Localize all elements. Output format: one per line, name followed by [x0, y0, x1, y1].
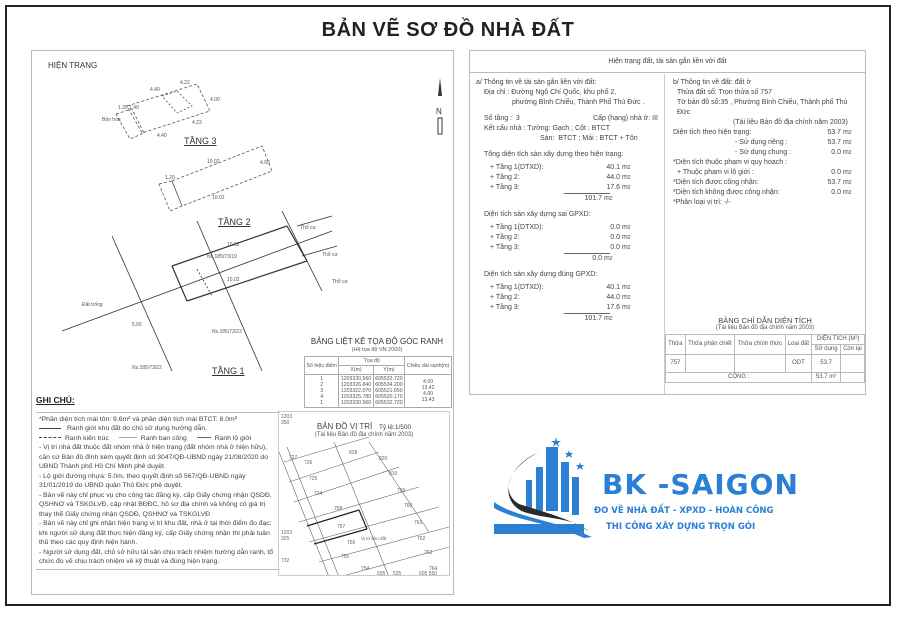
- header-x: X(m): [339, 366, 373, 375]
- svg-text:761: 761: [414, 520, 423, 526]
- y-value: 605532.720: [375, 400, 403, 406]
- land-row-label: - Sử dụng riêng :: [735, 139, 788, 146]
- row-label: + Tầng 1(DTXD):: [490, 164, 544, 171]
- x-value: 1203322.070: [340, 388, 372, 394]
- total-value: 101.7: [584, 315, 602, 322]
- svg-text:760: 760: [404, 503, 413, 509]
- svg-text:5.05: 5.05: [132, 322, 142, 328]
- header-length: Chiều dài cạnh(m): [405, 357, 452, 375]
- row-label: + Tầng 2:: [490, 174, 520, 181]
- row-label: + Tầng 1(DTXD):: [490, 284, 544, 291]
- coordinate-table: [304, 356, 452, 408]
- structure-label: Kết cấu nhà :: [484, 125, 526, 132]
- y-value: 605521.650: [375, 388, 403, 394]
- land-source: (Tài liệu Bản đồ địa chính năm 2003): [733, 119, 848, 126]
- table-row: [666, 355, 865, 373]
- cell-con-lai: [840, 355, 864, 373]
- row-value: 40.1: [606, 164, 620, 171]
- document-title: BẢN VẼ SƠ ĐỒ NHÀ ĐẤT: [321, 19, 575, 41]
- svg-text:727: 727: [289, 455, 298, 461]
- address-label: Địa chỉ :: [484, 89, 510, 96]
- note-item: - Bản vẽ này chỉ ghi nhận hiện trạng vị trí khu đất, nhà ở tại thời điểm đo đạc; khi người sử dụng đất thực hiện đăng ký, cấp Giấy chứng nhận thì phải tuân thủ theo các quy định hiện hành.: [39, 520, 272, 546]
- floor-2-label: TẦNG 2: [218, 217, 251, 227]
- total-row: [666, 373, 865, 383]
- svg-text:Ns.185/73/19: Ns.185/73/19: [207, 254, 237, 260]
- area-table: [665, 334, 865, 383]
- land-row-label: *Diện tích thuộc phạm vi quy hoạch :: [673, 159, 788, 166]
- svg-text:726: 726: [304, 460, 313, 466]
- area-row: + Tầng 2: 44.0 m 2: [490, 174, 631, 181]
- logo-tagline-1: ĐO VẼ NHÀ ĐẤT - XPXD - HOÀN CÔNG: [594, 506, 774, 516]
- floor-roof-row: [476, 134, 658, 144]
- svg-text:Thổ cư: Thổ cư: [332, 279, 348, 285]
- area-row: + Tầng 2: 0.0 m 2: [490, 234, 631, 241]
- svg-text:754: 754: [361, 566, 370, 572]
- svg-text:763: 763: [424, 550, 433, 556]
- svg-text:Đất trống: Đất trống: [82, 302, 103, 308]
- x-value: 1203330.560: [340, 376, 372, 382]
- note-item: - Bản vẽ này chỉ phục vụ cho công tác đăng ký, cấp Giấy chứng nhận QSDĐ, QSHNƠ và TSKGLVĐ, cập nhật BĐĐC, hồ sơ địa chính và không có giá trị thay thế Giấy chứng nhận QSDĐ, QSHNƠ và TSKGLVĐ: [39, 491, 272, 518]
- svg-text:10.02: 10.02: [227, 277, 240, 283]
- length-value: 4.00: [423, 391, 434, 397]
- cell-su-dung: 53.7: [812, 355, 841, 373]
- area-table-subtitle: (Tài liệu Bản đồ địa chính năm 2003): [715, 325, 815, 331]
- area-row: + Tầng 1(DTXD): 40.1 m 2: [490, 164, 631, 171]
- svg-text:525: 525: [393, 571, 402, 577]
- header-con-lai: Còn lại: [840, 345, 864, 355]
- land-row-label: *Diện tích được công nhận:: [673, 179, 759, 186]
- svg-text:4.40: 4.40: [150, 87, 160, 93]
- location-map: [278, 411, 450, 576]
- section-title: Diện tích sàn xây dựng đúng GPXD:: [484, 271, 598, 278]
- land-row: [673, 158, 857, 168]
- svg-text:10.02: 10.02: [207, 159, 220, 165]
- svg-text:4.40: 4.40: [157, 133, 167, 139]
- legend-arch-text: Ranh kiến trúc: [65, 434, 109, 442]
- address-row: [476, 88, 658, 98]
- header-coords: Tọa độ: [339, 357, 405, 366]
- svg-text:828: 828: [349, 450, 358, 456]
- row-value: 0.0: [610, 224, 620, 231]
- land-row: Diện tích theo hiện trạng: 53.7 m 2: [673, 129, 852, 136]
- area-row: + Tầng 3: 17.6 m 2: [490, 304, 631, 311]
- legend-road-text: Ranh lộ giới: [214, 434, 252, 442]
- status-panel: [469, 50, 866, 395]
- note-item: - Lộ giới đường nhựa: 5.0m, theo quyết định số 567/QĐ-UBND ngày 31/01/2019 do UBND quận Thủ Đức phê duyệt.: [39, 472, 246, 489]
- area-row: + Tầng 1(DTXD): 40.1 m 2: [490, 284, 631, 291]
- legend-balcony-text: Ranh ban công: [140, 434, 187, 442]
- point: 2: [320, 382, 324, 388]
- notes-section: [36, 396, 280, 570]
- svg-text:724: 724: [314, 491, 323, 497]
- notes-box: [36, 412, 280, 570]
- svg-text:755: 755: [341, 554, 350, 560]
- row-label: + Tầng 3:: [490, 244, 520, 251]
- x-value: 1203326.840: [340, 382, 372, 388]
- row-value: 44.0: [606, 174, 620, 181]
- svg-text:732: 732: [281, 558, 290, 564]
- location-map-subtitle: (Tài liệu Bản đồ địa chính năm 2003): [314, 432, 414, 438]
- column-label: ; Cột :: [571, 125, 590, 132]
- row-value: 17.6: [606, 184, 620, 191]
- total-value: 101.7: [584, 195, 602, 202]
- floors-row: [476, 114, 658, 124]
- location-map-drawing: [279, 412, 450, 576]
- point: 4: [320, 394, 324, 400]
- svg-text:757: 757: [337, 524, 346, 530]
- svg-text:4.00: 4.00: [210, 97, 220, 103]
- map-title-text: BẢN ĐỒ VỊ TRÍ: [316, 422, 373, 431]
- note-item: - Người sử dụng đất, chủ sở hữu tài sản chịu trách nhiệm hướng dẫn ranh, tổ chức đo vẽ chịu trách nhiệm về kỹ thuật và đúng hiện trạng.: [39, 548, 274, 565]
- logo-tagline-2: THI CÔNG XÂY DỰNG TRỌN GÓI: [606, 522, 756, 532]
- svg-text:1.20 1.40: 1.20 1.40: [118, 105, 139, 111]
- header-thua: Thửa: [666, 335, 686, 355]
- asset-info-heading: a/ Thông tin về tài sản gắn liền với đất:: [476, 79, 597, 86]
- area-row: + Tầng 2: 44.0 m 2: [490, 294, 631, 301]
- svg-text:605: 605: [377, 571, 386, 577]
- y-value: 605534.200: [375, 382, 403, 388]
- section-title: Tổng diện tích sàn xây dựng theo hiện trạng:: [484, 151, 624, 158]
- length-cell: [405, 375, 452, 408]
- coordinate-table-subtitle: (Hệ tọa độ VN 2000): [351, 347, 403, 353]
- total-value: 53.7 m²: [812, 373, 841, 383]
- x-cell: [339, 375, 373, 408]
- land-row: + Thuộc phạm vi lộ giới : 0.0 m 2: [673, 168, 857, 178]
- row-value: 44.0: [606, 294, 620, 301]
- row-label: + Tầng 1(DTXD):: [490, 224, 544, 231]
- y-value: 605532.720: [375, 376, 403, 382]
- svg-text:N: N: [436, 107, 442, 116]
- svg-text:1.20: 1.20: [165, 175, 175, 181]
- y-value: 605520.170: [375, 394, 403, 400]
- legend-land-text: Ranh giới khu đất do chủ sử dụng hướng dẫn.: [67, 425, 208, 432]
- area-row: + Tầng 1(DTXD): 0.0 m 2: [490, 224, 631, 231]
- row-label: + Tầng 2:: [490, 234, 520, 241]
- row-label: + Tầng 3:: [490, 304, 520, 311]
- length-value: 13.42: [421, 385, 435, 391]
- address-line2: phường Bình Chiểu, Thành Phố Thủ Đức .: [512, 99, 645, 106]
- area-table-title: BẢNG CHỈ DẪN DIỆN TÍCH: [718, 316, 812, 325]
- length-value: 13.43: [421, 397, 435, 403]
- grade-value: III: [652, 115, 658, 122]
- floor-3-label: TẦNG 3: [184, 136, 217, 146]
- total-value: 0.0: [592, 255, 602, 262]
- land-row-value: 0.0: [831, 169, 841, 176]
- land-row: *Diện tích không được công nhận: 0.0 m 2: [673, 189, 852, 196]
- floors-value: 3: [515, 115, 520, 122]
- total-row: 101.7 m 2: [476, 314, 658, 324]
- land-info-heading: b/ Thông tin về đất: đất ở: [673, 79, 752, 86]
- address-line1: Đường Ngô Chí Quốc, khu phố 2,: [511, 89, 617, 96]
- svg-text:4.00: 4.00: [260, 160, 270, 166]
- row-value: 17.6: [606, 304, 620, 311]
- drawing-sheet: [5, 5, 891, 606]
- svg-text:325: 325: [281, 536, 290, 542]
- map-scale: Tỷ lệ:1/500: [378, 424, 412, 431]
- land-row: [673, 198, 857, 208]
- area-row: + Tầng 3: 0.0 m 2: [490, 244, 631, 251]
- land-row-label: - Sử dụng chung :: [735, 149, 792, 156]
- floor-label: Sàn:: [540, 135, 555, 142]
- current-state-label: HIỆN TRẠNG: [48, 61, 98, 70]
- land-row-label: *Phân loại vị trí: -/-: [673, 199, 731, 206]
- floors-label: Số tầng :: [484, 115, 513, 122]
- row-label: + Tầng 2:: [490, 294, 520, 301]
- row-value: 0.0: [610, 234, 620, 241]
- point: 1: [320, 400, 324, 406]
- row-value: 40.1: [606, 284, 620, 291]
- coordinate-table-title: BẢNG LIỆT KÊ TỌA ĐỘ GÓC RANH: [310, 337, 444, 346]
- svg-text:605 550: 605 550: [419, 571, 438, 577]
- legend-row: [39, 434, 277, 444]
- svg-text:350: 350: [281, 420, 290, 426]
- roof-value: BTCT + Tôn: [599, 135, 638, 142]
- points-cell: [305, 375, 339, 408]
- north-arrow-icon: [433, 76, 447, 136]
- floor-plans-drawing: [32, 51, 455, 381]
- svg-text:725: 725: [309, 476, 318, 482]
- cell-loai-dat: ODT: [785, 355, 812, 373]
- svg-text:Ns.185/73/22: Ns.185/73/22: [132, 365, 162, 371]
- svg-text:10.02: 10.02: [212, 195, 225, 201]
- header-dien-tich: DIỆN TÍCH (M²): [812, 335, 865, 345]
- land-row-value: 53.7: [827, 179, 841, 186]
- header-loai-dat: Loại đất: [785, 335, 812, 355]
- header-phan-chiet: Thửa phân chiết: [685, 335, 735, 355]
- cell-chinh-thuc: [735, 355, 785, 373]
- land-row-label: + Thuộc phạm vi lộ giới :: [677, 169, 754, 176]
- land-row-label: *Diện tích không được công nhận:: [673, 189, 780, 196]
- total-empty: [840, 373, 864, 383]
- map-sheet: Tờ bản đồ số:35 , Phường Bình Chiểu, Thành phố Thủ Đức: [677, 99, 848, 116]
- land-row: *Diện tích được công nhận: 53.7 m 2: [673, 179, 852, 186]
- logo-name: BK -SAIGON: [602, 468, 799, 501]
- land-row-value: 53.7: [827, 139, 841, 146]
- legend-land: [39, 424, 277, 434]
- land-row: - Sử dụng chung : 0.0 m 2: [673, 148, 857, 158]
- floor-value: BTCT: [558, 135, 577, 142]
- svg-text:764: 764: [429, 566, 438, 572]
- svg-text:756: 756: [347, 540, 356, 546]
- svg-text:Ns.185/73/23: Ns.185/73/23: [212, 329, 242, 335]
- parcel-number: Thửa đất số: Trọn thửa số 757: [677, 89, 772, 96]
- header-chinh-thuc: Thửa chính thức: [735, 335, 785, 355]
- land-row-value: 0.0: [831, 189, 841, 196]
- grade-label: Cấp (hạng) nhà ở:: [593, 115, 651, 122]
- svg-text:762: 762: [417, 536, 426, 542]
- total-row: 101.7 m 2: [476, 194, 658, 204]
- x-value: 1203325.780: [340, 394, 372, 400]
- row-label: + Tầng 3:: [490, 184, 520, 191]
- floor-1-label: TẦNG 1: [212, 366, 245, 376]
- point: 1: [320, 376, 324, 382]
- svg-text:4.22: 4.22: [192, 120, 202, 126]
- wall-label: Tường:: [527, 125, 551, 132]
- wall-value: Gạch: [552, 125, 570, 132]
- roof-note: *Phần diện tích mái tôn: 9.6m² và phần diện tích mái BTCT: 8.0m²: [39, 415, 237, 423]
- structure-row: [476, 124, 658, 134]
- map-corner-tl: 1203: [281, 414, 293, 420]
- building-logo-icon: [494, 432, 594, 542]
- area-row: + Tầng 3: 17.6 m 2: [490, 184, 631, 191]
- note-item: - Vị trí nhà đất thuộc đất nhóm nhà ở hiện trạng (đất nhóm nhà ở hiện hữu), căn cứ Bản đồ đính kèm quyết định số 3047/QĐ-UBND ngày 21/08/2020 do UBND Thành phố Hồ Chí Minh phê duyệt.: [39, 444, 268, 470]
- column-value: BTCT: [591, 125, 611, 132]
- point: 3: [320, 388, 324, 394]
- land-row-value: 0.0: [831, 149, 841, 156]
- y-cell: [373, 375, 404, 408]
- row-value: 0.0: [610, 244, 620, 251]
- svg-text:Thổ cư: Thổ cư: [322, 252, 338, 258]
- total-row: 0.0 m 2: [476, 254, 658, 264]
- status-panel-header: Hiện trạng đất, tài sản gắn liền với đất: [470, 51, 865, 73]
- cell-thua: 757: [666, 355, 686, 373]
- land-row: - Sử dụng riêng : 53.7 m 2: [673, 138, 857, 148]
- land-row-value: 53.7: [827, 129, 841, 136]
- section-title: Diện tích sàn xây dựng sai GPXD:: [484, 211, 591, 218]
- roof-label: ; Mái :: [578, 135, 598, 142]
- bk-saigon-logo: [494, 432, 854, 542]
- svg-text:758: 758: [334, 506, 343, 512]
- svg-text:Vị trí khu đất: Vị trí khu đất: [361, 536, 387, 541]
- svg-text:Bồn hoa: Bồn hoa: [102, 117, 121, 123]
- svg-text:759: 759: [397, 488, 406, 494]
- header-su-dung: Sử dụng: [812, 345, 841, 355]
- length-value: 4.00: [423, 379, 434, 385]
- svg-text:10.02: 10.02: [227, 242, 240, 248]
- total-label: CỘNG :: [666, 373, 812, 383]
- header-y: Y(m): [373, 366, 404, 375]
- svg-text:Thổ cư: Thổ cư: [300, 225, 316, 231]
- land-row-label: Diện tích theo hiện trạng:: [673, 129, 752, 136]
- header-point: Số hiệu điểm: [305, 357, 339, 375]
- notes-heading: GHI CHÚ:: [36, 395, 75, 405]
- svg-text:1203: 1203: [281, 530, 293, 536]
- svg-text:820: 820: [379, 456, 388, 462]
- cell-phan-chiet: [685, 355, 735, 373]
- current-state-panel: [31, 50, 454, 595]
- svg-text:4.22: 4.22: [180, 80, 190, 86]
- asset-info-column: [470, 74, 665, 394]
- x-value: 1203330.560: [340, 400, 372, 406]
- svg-text:810: 810: [389, 471, 398, 477]
